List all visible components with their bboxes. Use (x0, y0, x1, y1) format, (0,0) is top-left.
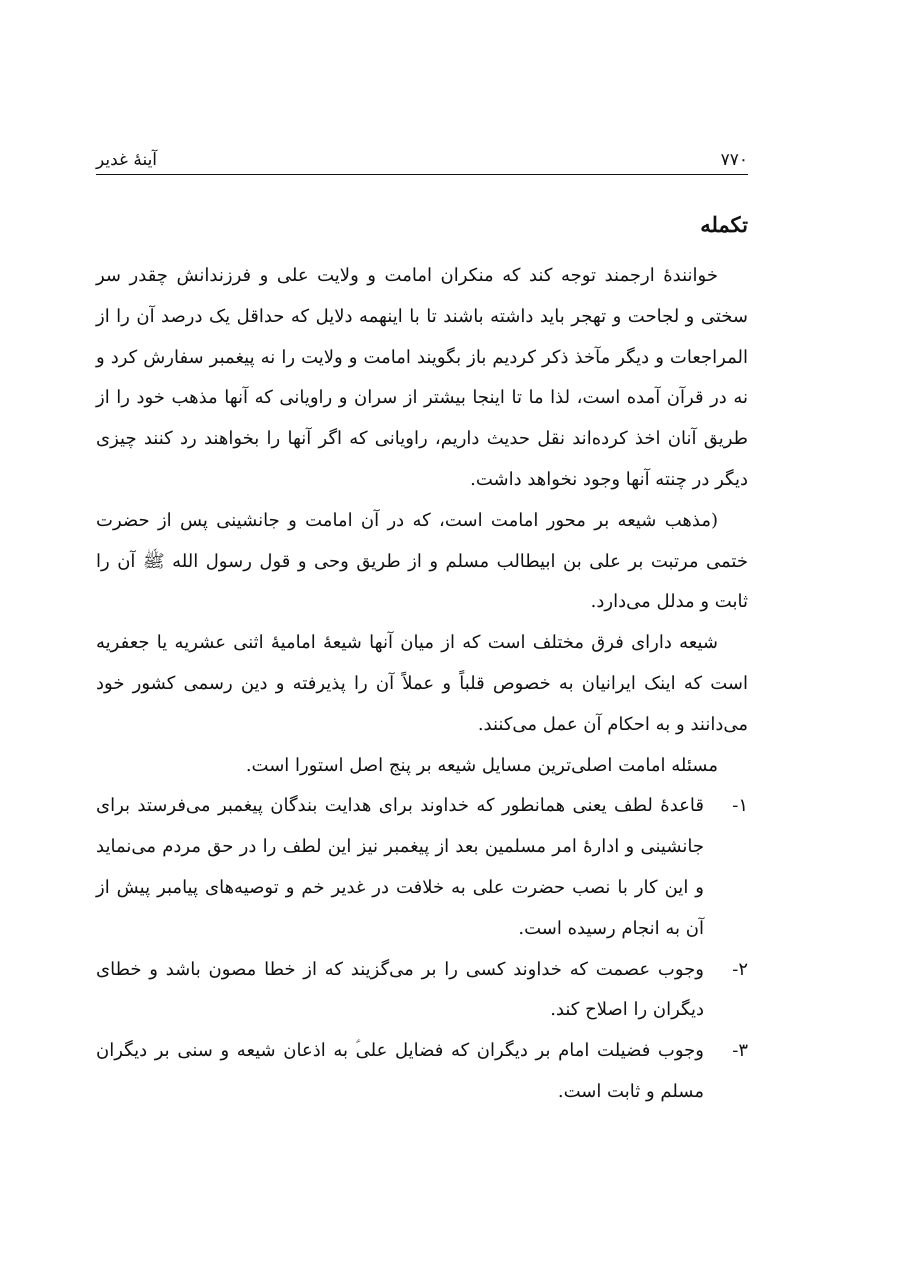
list-item-text: قاعدهٔ لطف یعنی همانطور که خداوند برای هدایت بندگان پیغمبر می‌فرستد برای جانشینی و ادارهٔ امر مسلمین بعد از پیغمبر نیز این لطف را در حق مردم می‌نماید و این کار با نصب حضرت علی به خلافت در غدیر خم و توصیه‌های پیامبر پیش از آن به انجام رسیده است. (96, 795, 704, 939)
page-number: ۷۷۰ (720, 150, 748, 170)
list-item (96, 786, 748, 949)
book-page (96, 0, 748, 1282)
running-header (96, 150, 748, 175)
paragraph-intro: خوانندهٔ ارجمند توجه کند که منکران امامت و ولایت علی و فرزندانش چقدر سر سختی و لجاحت و تهجر باید داشته باشند تا با اینهمه دلایل که حداقل یک درصد آن را از المراجعات و دیگر مآخذ ذکر کردیم باز بگویند امامت و ولایت را نه پیغمبر سفارش کرد و نه در قرآن آمده است، لذا ما تا اینجا بیشتر از سران و راویانی که آنها مذهب خود را از طریق آنان اخذ کرده‌اند نقل حدیث داریم، راویانی که اگر آنها را بخواهند رد کنند چیزی دیگر در چنته آنها وجود نخواهد داشت. (96, 265, 748, 490)
paragraph-shia-sects: شیعه دارای فرق مختلف است که از میان آنها شیعهٔ امامیهٔ اثنی عشریه یا جعفریه است که اینک ایرانیان به خصوص قلباً و عملاً آن را پذیرفته و دین رسمی کشور خود می‌دانند و به احکام آن عمل می‌کنند. (96, 632, 748, 735)
section-title: تکمله (700, 212, 748, 237)
list-item-number: ۳- (732, 1040, 748, 1062)
list-item-text: وجوب عصمت که خداوند کسی را بر می‌گزیند که از خطا مصون باشد و خطای دیگران را اصلاح کند. (96, 958, 704, 1021)
principles-list (96, 786, 748, 1112)
body-text (96, 256, 748, 1113)
book-title: آینهٔ غدیر (96, 150, 158, 170)
paragraph-shia-imamate: (مذهب شیعه بر محور امامت است، که در آن امامت و جانشینی پس از حضرت ختمی مرتبت بر علی بن ابیطالب مسلم و از طریق وحی و قول رسول الله ﷺ آن را ثابت و مدلل می‌دارد. (96, 509, 748, 613)
list-item-text: وجوب فضیلت امام بر دیگران که فضایل علی‌ؑ به اذعان شیعه و سنی بر دیگران مسلم و ثابت است. (96, 1040, 704, 1102)
list-item (96, 1031, 748, 1113)
list-item-number: ۲- (732, 958, 748, 980)
paragraph-five-principles: مسئله امامت اصلی‌ترین مسایل شیعه بر پنج اصل استورا است. (245, 754, 718, 776)
list-item (96, 950, 748, 1032)
list-item-number: ۱- (732, 795, 748, 817)
